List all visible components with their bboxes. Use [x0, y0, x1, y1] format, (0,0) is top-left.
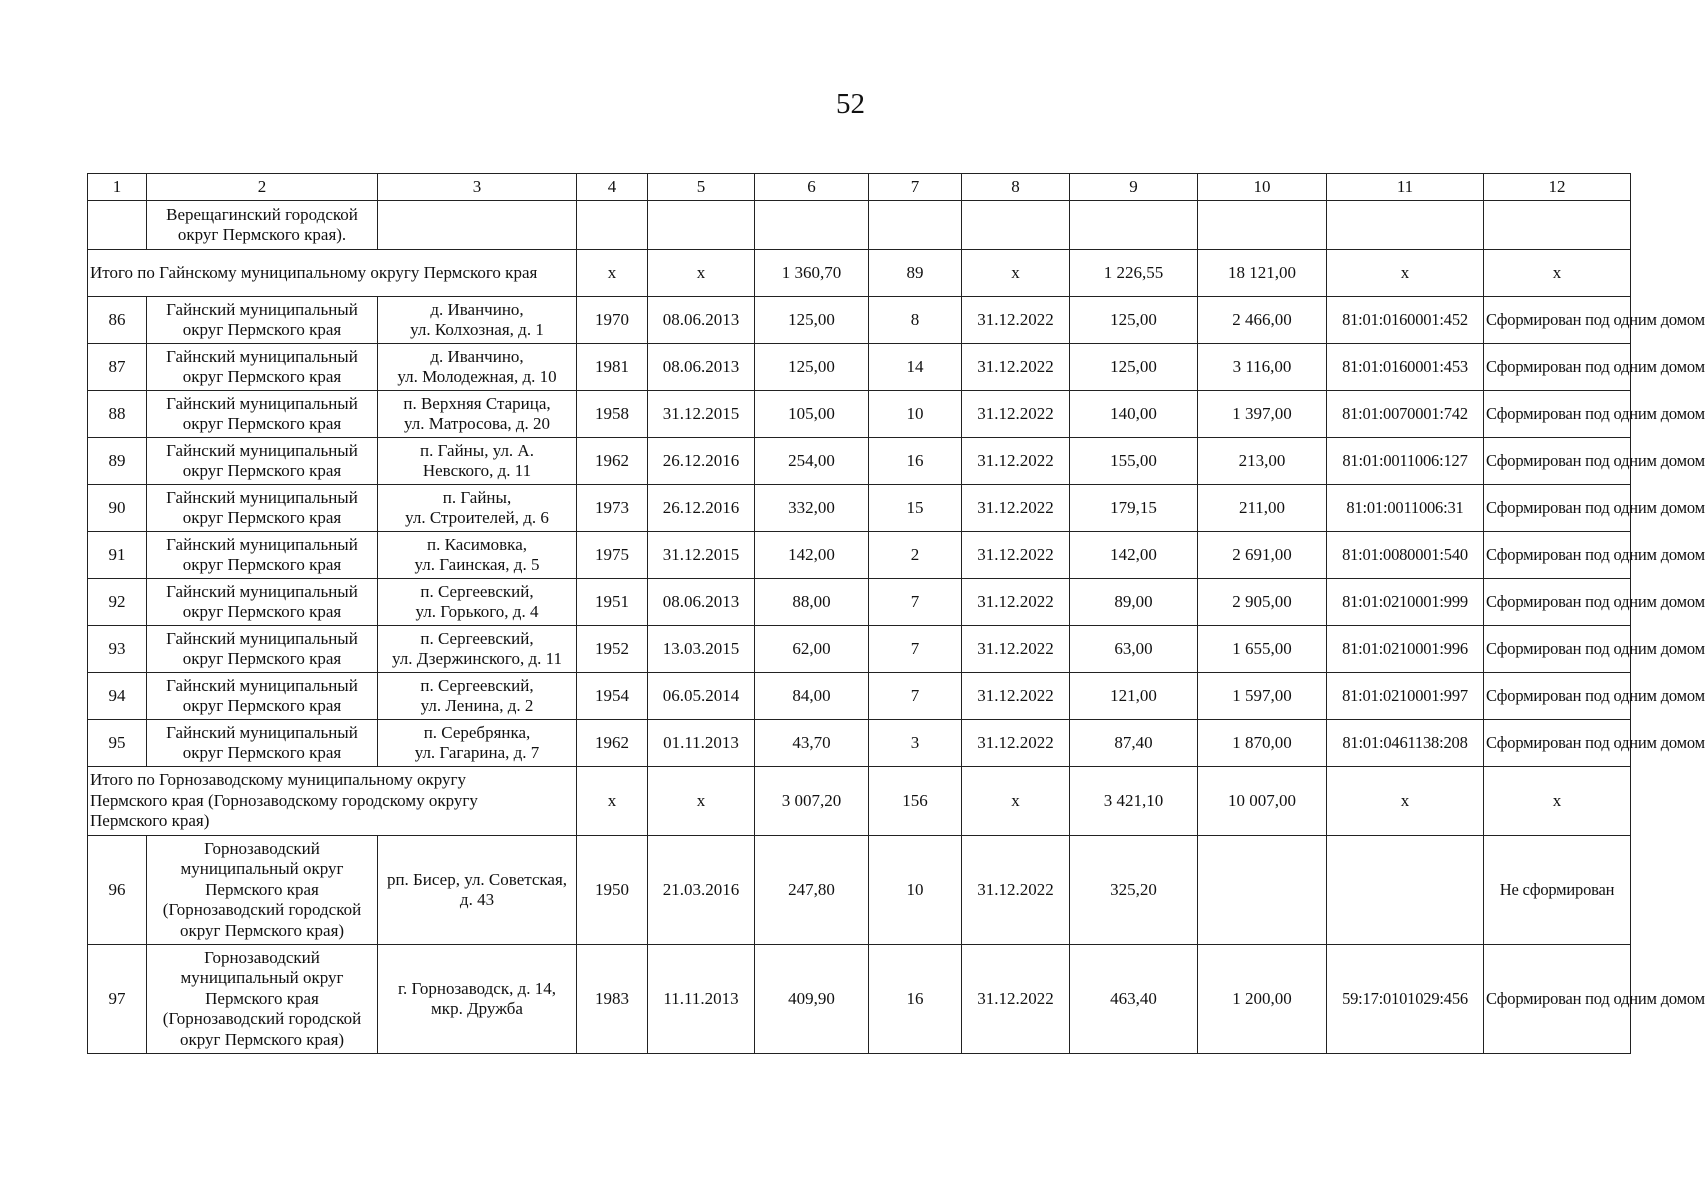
- column-number: 2: [147, 174, 378, 201]
- total-cell: х: [648, 250, 755, 297]
- year-cell: 1962: [577, 720, 648, 767]
- row-number: 88: [88, 391, 147, 438]
- cadastral-number-cell: 81:01:0461138:208: [1327, 720, 1484, 767]
- housing-register-table: [87, 173, 1705, 1054]
- deadline-cell: 31.12.2022: [962, 945, 1070, 1054]
- address-cell: п. Сергеевский, ул. Ленина, д. 2: [378, 673, 577, 720]
- col9-cell: 63,00: [1070, 626, 1198, 673]
- col9-cell: 142,00: [1070, 532, 1198, 579]
- deadline-cell: 31.12.2022: [962, 485, 1070, 532]
- area-cell: 247,80: [755, 836, 869, 945]
- address-cell: г. Горнозаводск, д. 14, мкр. Дружба: [378, 945, 577, 1054]
- total-cell: х: [962, 767, 1070, 836]
- column-number: 11: [1327, 174, 1484, 201]
- land-status-cell: Не сформирован: [1484, 836, 1631, 945]
- land-status-cell: Сформирован под одним домом: [1484, 297, 1631, 344]
- date-cell: 08.06.2013: [648, 297, 755, 344]
- cadastral-number-cell: 81:01:0070001:742: [1327, 391, 1484, 438]
- deadline-cell: 31.12.2022: [962, 626, 1070, 673]
- column-number: 7: [869, 174, 962, 201]
- address-cell: п. Сергеевский, ул. Горького, д. 4: [378, 579, 577, 626]
- cadastral-number-cell: 81:01:0160001:452: [1327, 297, 1484, 344]
- area-cell: 43,70: [755, 720, 869, 767]
- column-number: 10: [1198, 174, 1327, 201]
- total-cell: 3 421,10: [1070, 767, 1198, 836]
- column-number: 12: [1484, 174, 1631, 201]
- residents-cell: 7: [869, 673, 962, 720]
- land-status-cell: Сформирован под одним домом: [1484, 626, 1631, 673]
- row-number: 93: [88, 626, 147, 673]
- continuation-row: [88, 201, 1631, 250]
- cadastral-number-cell: 81:01:0080001:540: [1327, 532, 1484, 579]
- cell-empty: [88, 201, 147, 250]
- land-status-cell: Сформирован под одним домом: [1484, 344, 1631, 391]
- cell-empty: [378, 201, 577, 250]
- column-number: 6: [755, 174, 869, 201]
- address-cell: п. Гайны, ул. А. Невского, д. 11: [378, 438, 577, 485]
- total-label: Итого по Горнозаводскому муниципальному округу Пермского края (Горнозаводскому городскому округу Пермского края): [88, 767, 577, 836]
- col9-cell: 87,40: [1070, 720, 1198, 767]
- municipality-cell: Гайнский муниципальный округ Пермского края: [147, 438, 378, 485]
- date-cell: 31.12.2015: [648, 532, 755, 579]
- table-row: [88, 945, 1631, 1054]
- residents-cell: 8: [869, 297, 962, 344]
- date-cell: 06.05.2014: [648, 673, 755, 720]
- total-cell: х: [1484, 250, 1631, 297]
- cadastral-number-cell: 59:17:0101029:456: [1327, 945, 1484, 1054]
- address-cell: д. Иванчино, ул. Молодежная, д. 10: [378, 344, 577, 391]
- table-row: [88, 720, 1631, 767]
- column-number: 1: [88, 174, 147, 201]
- col9-cell: 140,00: [1070, 391, 1198, 438]
- col10-cell: 1 870,00: [1198, 720, 1327, 767]
- cell-empty: [1484, 201, 1631, 250]
- col10-cell: 211,00: [1198, 485, 1327, 532]
- cadastral-number-cell: 81:01:0011006:31: [1327, 485, 1484, 532]
- col9-cell: 155,00: [1070, 438, 1198, 485]
- page-number: 52: [836, 88, 865, 120]
- col9-cell: 125,00: [1070, 344, 1198, 391]
- residents-cell: 2: [869, 532, 962, 579]
- cadastral-number-cell: 81:01:0011006:127: [1327, 438, 1484, 485]
- residents-cell: 14: [869, 344, 962, 391]
- col10-cell: 213,00: [1198, 438, 1327, 485]
- municipality-cell: Гайнский муниципальный округ Пермского края: [147, 532, 378, 579]
- cell-empty: [962, 201, 1070, 250]
- total-row-gaisky: [88, 250, 1631, 297]
- cell-empty: [1327, 201, 1484, 250]
- area-cell: 409,90: [755, 945, 869, 1054]
- deadline-cell: 31.12.2022: [962, 532, 1070, 579]
- table-row: [88, 836, 1631, 945]
- address-cell: д. Иванчино, ул. Колхозная, д. 1: [378, 297, 577, 344]
- deadline-cell: 31.12.2022: [962, 438, 1070, 485]
- row-number: 86: [88, 297, 147, 344]
- column-number: 4: [577, 174, 648, 201]
- table-row: [88, 532, 1631, 579]
- table-row: [88, 626, 1631, 673]
- year-cell: 1975: [577, 532, 648, 579]
- row-number: 94: [88, 673, 147, 720]
- area-cell: 88,00: [755, 579, 869, 626]
- column-number: 8: [962, 174, 1070, 201]
- table-row: [88, 297, 1631, 344]
- residents-cell: 10: [869, 391, 962, 438]
- year-cell: 1950: [577, 836, 648, 945]
- land-status-cell: Сформирован под одним домом: [1484, 532, 1631, 579]
- total-label: Итого по Гайнскому муниципальному округу Пермского края: [88, 250, 577, 297]
- deadline-cell: 31.12.2022: [962, 344, 1070, 391]
- area-cell: 125,00: [755, 344, 869, 391]
- col9-cell: 125,00: [1070, 297, 1198, 344]
- year-cell: 1958: [577, 391, 648, 438]
- table-row: [88, 438, 1631, 485]
- year-cell: 1962: [577, 438, 648, 485]
- col10-cell: [1198, 836, 1327, 945]
- municipality-cell: Гайнский муниципальный округ Пермского края: [147, 626, 378, 673]
- residents-cell: 16: [869, 438, 962, 485]
- total-cell: х: [962, 250, 1070, 297]
- deadline-cell: 31.12.2022: [962, 579, 1070, 626]
- total-cell: 1 226,55: [1070, 250, 1198, 297]
- date-cell: 31.12.2015: [648, 391, 755, 438]
- deadline-cell: 31.12.2022: [962, 297, 1070, 344]
- residents-cell: 16: [869, 945, 962, 1054]
- land-status-cell: Сформирован под одним домом: [1484, 485, 1631, 532]
- date-cell: 21.03.2016: [648, 836, 755, 945]
- table-row: [88, 391, 1631, 438]
- area-cell: 84,00: [755, 673, 869, 720]
- date-cell: 13.03.2015: [648, 626, 755, 673]
- residents-cell: 15: [869, 485, 962, 532]
- column-number: 5: [648, 174, 755, 201]
- total-cell: х: [1327, 250, 1484, 297]
- date-cell: 26.12.2016: [648, 485, 755, 532]
- land-status-cell: Сформирован под одним домом: [1484, 673, 1631, 720]
- cadastral-number-cell: 81:01:0210001:999: [1327, 579, 1484, 626]
- total-cell: 156: [869, 767, 962, 836]
- col10-cell: 1 597,00: [1198, 673, 1327, 720]
- deadline-cell: 31.12.2022: [962, 673, 1070, 720]
- municipality-cell: Верещагинский городской округ Пермского края).: [147, 201, 378, 250]
- cell-empty: [1070, 201, 1198, 250]
- land-status-cell: Сформирован под одним домом: [1484, 438, 1631, 485]
- cell-empty: [577, 201, 648, 250]
- total-cell: х: [648, 767, 755, 836]
- area-cell: 142,00: [755, 532, 869, 579]
- date-cell: 01.11.2013: [648, 720, 755, 767]
- residents-cell: 7: [869, 579, 962, 626]
- table-row: [88, 579, 1631, 626]
- year-cell: 1970: [577, 297, 648, 344]
- residents-cell: 10: [869, 836, 962, 945]
- row-number: 95: [88, 720, 147, 767]
- land-status-cell: Сформирован под одним домом: [1484, 391, 1631, 438]
- cell-empty: [869, 201, 962, 250]
- municipality-cell: Горнозаводский муниципальный округ Пермского края (Горнозаводский городской округ Пермского края): [147, 836, 378, 945]
- address-cell: п. Касимовка, ул. Гаинская, д. 5: [378, 532, 577, 579]
- total-cell: х: [1484, 767, 1631, 836]
- municipality-cell: Гайнский муниципальный округ Пермского края: [147, 579, 378, 626]
- col9-cell: 89,00: [1070, 579, 1198, 626]
- column-number: 9: [1070, 174, 1198, 201]
- cadastral-number-cell: 81:01:0210001:997: [1327, 673, 1484, 720]
- year-cell: 1951: [577, 579, 648, 626]
- land-status-cell: Сформирован под одним домом: [1484, 720, 1631, 767]
- cell-empty: [648, 201, 755, 250]
- row-number: 97: [88, 945, 147, 1054]
- cell-empty: [1198, 201, 1327, 250]
- municipality-cell: Гайнский муниципальный округ Пермского края: [147, 297, 378, 344]
- row-number: 91: [88, 532, 147, 579]
- area-cell: 254,00: [755, 438, 869, 485]
- cadastral-number-cell: [1327, 836, 1484, 945]
- year-cell: 1952: [577, 626, 648, 673]
- col9-cell: 179,15: [1070, 485, 1198, 532]
- cadastral-number-cell: 81:01:0160001:453: [1327, 344, 1484, 391]
- date-cell: 08.06.2013: [648, 344, 755, 391]
- residents-cell: 7: [869, 626, 962, 673]
- total-cell: 3 007,20: [755, 767, 869, 836]
- area-cell: 332,00: [755, 485, 869, 532]
- municipality-cell: Гайнский муниципальный округ Пермского края: [147, 720, 378, 767]
- col9-cell: 325,20: [1070, 836, 1198, 945]
- col9-cell: 121,00: [1070, 673, 1198, 720]
- row-number: 92: [88, 579, 147, 626]
- address-cell: рп. Бисер, ул. Советская, д. 43: [378, 836, 577, 945]
- row-number: 90: [88, 485, 147, 532]
- col10-cell: 2 466,00: [1198, 297, 1327, 344]
- area-cell: 62,00: [755, 626, 869, 673]
- table-row: [88, 344, 1631, 391]
- deadline-cell: 31.12.2022: [962, 391, 1070, 438]
- land-status-cell: Сформирован под одним домом: [1484, 945, 1631, 1054]
- year-cell: 1981: [577, 344, 648, 391]
- address-cell: п. Сергеевский, ул. Дзержинского, д. 11: [378, 626, 577, 673]
- total-cell: 1 360,70: [755, 250, 869, 297]
- column-number-header-row: [88, 174, 1631, 201]
- year-cell: 1973: [577, 485, 648, 532]
- deadline-cell: 31.12.2022: [962, 720, 1070, 767]
- total-cell: 18 121,00: [1198, 250, 1327, 297]
- residents-cell: 3: [869, 720, 962, 767]
- table-row: [88, 673, 1631, 720]
- total-cell: 10 007,00: [1198, 767, 1327, 836]
- col10-cell: 1 655,00: [1198, 626, 1327, 673]
- municipality-cell: Гайнский муниципальный округ Пермского края: [147, 673, 378, 720]
- municipality-cell: Гайнский муниципальный округ Пермского края: [147, 485, 378, 532]
- total-cell: х: [577, 250, 648, 297]
- year-cell: 1954: [577, 673, 648, 720]
- col9-cell: 463,40: [1070, 945, 1198, 1054]
- municipality-cell: Горнозаводский муниципальный округ Пермского края (Горнозаводский городской округ Пермского края): [147, 945, 378, 1054]
- col10-cell: 1 200,00: [1198, 945, 1327, 1054]
- address-cell: п. Серебрянка, ул. Гагарина, д. 7: [378, 720, 577, 767]
- deadline-cell: 31.12.2022: [962, 836, 1070, 945]
- area-cell: 125,00: [755, 297, 869, 344]
- cadastral-number-cell: 81:01:0210001:996: [1327, 626, 1484, 673]
- land-status-cell: Сформирован под одним домом: [1484, 579, 1631, 626]
- cell-empty: [755, 201, 869, 250]
- date-cell: 26.12.2016: [648, 438, 755, 485]
- total-cell: х: [577, 767, 648, 836]
- col10-cell: 1 397,00: [1198, 391, 1327, 438]
- date-cell: 08.06.2013: [648, 579, 755, 626]
- total-row-gornozavodsky: [88, 767, 1631, 836]
- col10-cell: 2 905,00: [1198, 579, 1327, 626]
- col10-cell: 3 116,00: [1198, 344, 1327, 391]
- address-cell: п. Верхняя Старица, ул. Матросова, д. 20: [378, 391, 577, 438]
- row-number: 89: [88, 438, 147, 485]
- municipality-cell: Гайнский муниципальный округ Пермского края: [147, 344, 378, 391]
- total-cell: х: [1327, 767, 1484, 836]
- column-number: 3: [378, 174, 577, 201]
- col10-cell: 2 691,00: [1198, 532, 1327, 579]
- address-cell: п. Гайны, ул. Строителей, д. 6: [378, 485, 577, 532]
- area-cell: 105,00: [755, 391, 869, 438]
- total-cell: 89: [869, 250, 962, 297]
- date-cell: 11.11.2013: [648, 945, 755, 1054]
- municipality-cell: Гайнский муниципальный округ Пермского края: [147, 391, 378, 438]
- year-cell: 1983: [577, 945, 648, 1054]
- row-number: 96: [88, 836, 147, 945]
- table-row: [88, 485, 1631, 532]
- row-number: 87: [88, 344, 147, 391]
